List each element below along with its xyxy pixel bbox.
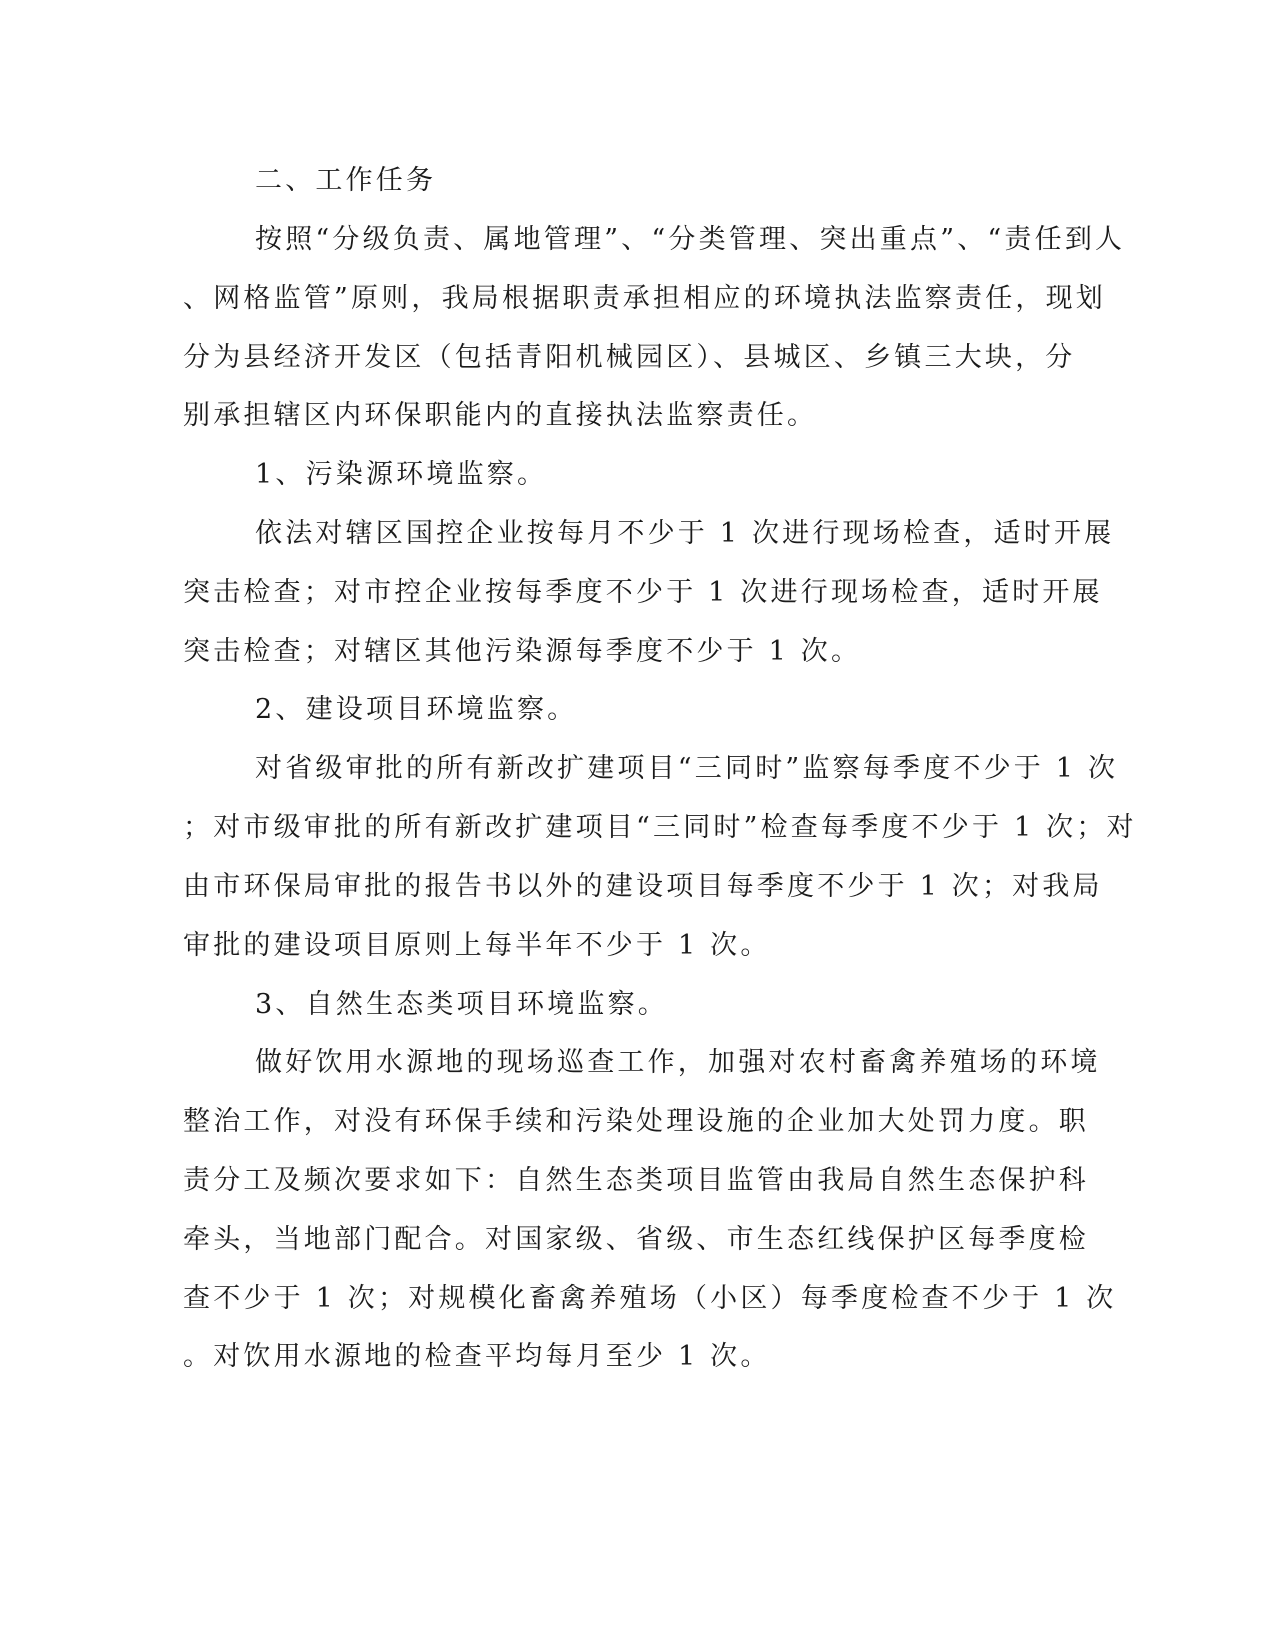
body-line: 审批的建设项目原则上每半年不少于 1 次。 [183,930,771,961]
body-line: 做好饮用水源地的现场巡查工作，加强对农村畜禽养殖场的环境 [255,1047,1101,1078]
section-heading: 二、工作任务 [255,165,437,196]
intro-line: 按照“分级负责、属地管理”、“分类管理、突出重点”、“责任到人 [255,224,1126,255]
body-line: 。对饮用水源地的检查平均每月至少 1 次。 [183,1341,771,1372]
intro-line: 分为县经济开发区（包括青阳机械园区）、县城区、乡镇三大块，分 [183,342,1076,373]
body-line: 突击检查；对市控企业按每季度不少于 1 次进行现场检查，适时开展 [183,577,1103,608]
body-line: 查不少于 1 次；对规模化畜禽养殖场（小区）每季度检查不少于 1 次 [183,1283,1117,1314]
body-line: 突击检查；对辖区其他污染源每季度不少于 1 次。 [183,636,862,667]
body-line: 由市环保局审批的报告书以外的建设项目每季度不少于 1 次；对我局 [183,871,1103,902]
subsection-title-1: 1、污染源环境监察。 [255,459,548,490]
body-line: 整治工作，对没有环保手续和污染处理设施的企业加大处罚力度。职 [183,1106,1089,1137]
intro-line: 别承担辖区内环保职能内的直接执法监察责任。 [183,400,818,431]
body-line: 责分工及频次要求如下：自然生态类项目监管由我局自然生态保护科 [183,1165,1089,1196]
body-line: 对省级审批的所有新改扩建项目“三同时”监察每季度不少于 1 次 [255,753,1119,784]
body-line: 依法对辖区国控企业按每月不少于 1 次进行现场检查，适时开展 [255,518,1115,549]
body-line: ；对市级审批的所有新改扩建项目“三同时”检查每季度不少于 1 次；对 [183,812,1137,843]
body-line: 牵头，当地部门配合。对国家级、省级、市生态红线保护区每季度检 [183,1224,1089,1255]
intro-line: 、网格监管”原则，我局根据职责承担相应的环境执法监察责任，现划 [183,283,1107,314]
subsection-title-2: 2、建设项目环境监察。 [255,694,578,725]
subsection-title-3: 3、自然生态类项目环境监察。 [255,989,668,1020]
